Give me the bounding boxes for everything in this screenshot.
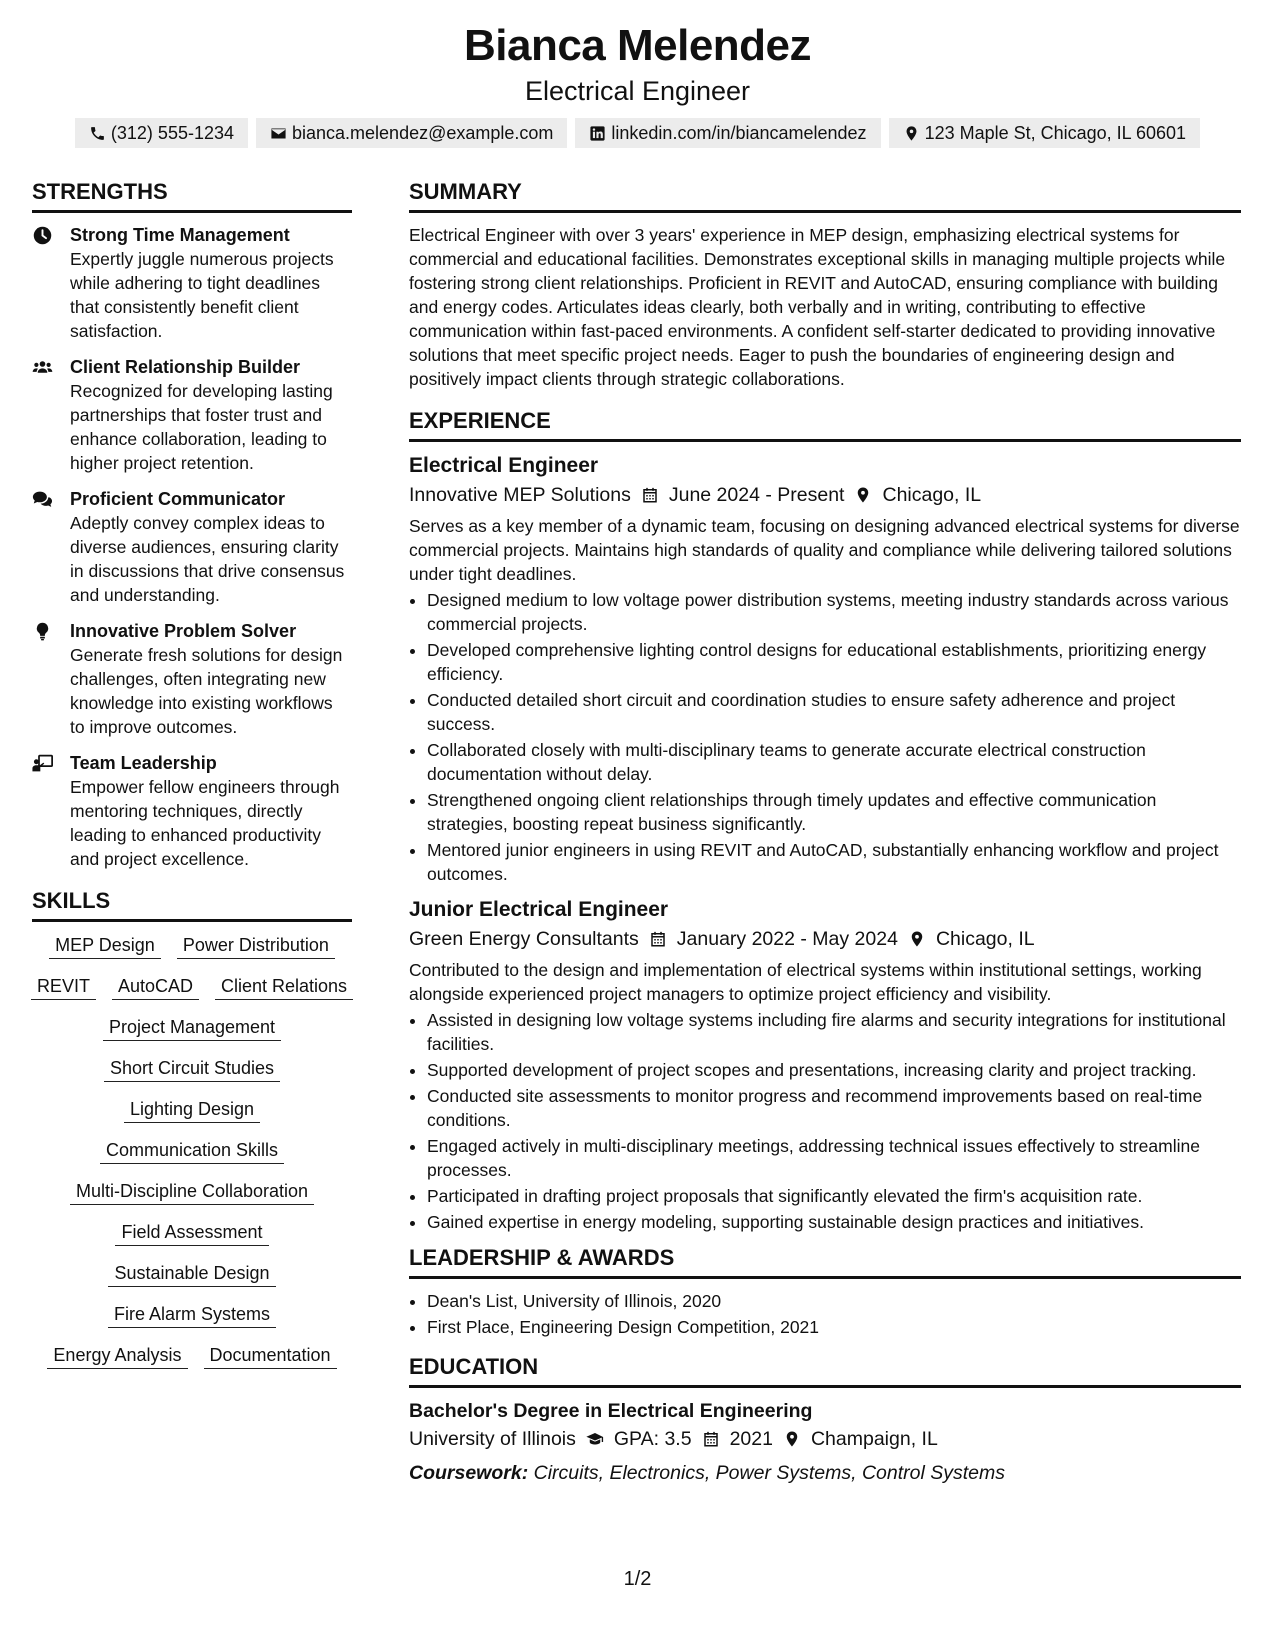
job-bullets (409, 588, 1241, 886)
skill-tag: Sustainable Design (108, 1260, 275, 1287)
education-meta (409, 1424, 1241, 1454)
summary-text: Electrical Engineer with over 3 years' experience in MEP design, emphasizing electrical systems for commercial and educational facilities. Demonstrates exceptional skills in managing multiple projects while fostering strong client relationships. Proficient in REVIT and AutoCAD, ensuring compliance with building and energy codes. Articulates ideas clearly, both verbally and in writing, contributing to effective communication within fast-paced environments. A confident self-starter dedicated to providing innovative solutions that meet specific project needs. Eager to push the boundaries of engineering design and positively impact clients through strategic collaborations. (409, 225, 1226, 389)
strength-desc: Generate fresh solutions for design challenges, often integrating new knowledge into existing workflows to improve outcomes. (70, 645, 343, 737)
strengths-heading: STRENGTHS (32, 178, 352, 213)
experience-heading: EXPERIENCE (409, 407, 1241, 442)
skill-tag: Project Management (103, 1014, 281, 1041)
comments-icon (32, 489, 53, 510)
award-item: • Dean's List, University of Illinois, 2020 (427, 1289, 1241, 1313)
resume-header (0, 0, 1275, 148)
teacher-icon (32, 753, 53, 774)
job-location: Chicago, IL (882, 484, 982, 506)
coursework (409, 1458, 1241, 1488)
degree-title: Bachelor's Degree in Electrical Engineering (409, 1400, 813, 1422)
strength-title: Client Relationship Builder (70, 357, 301, 377)
job-title: Electrical Engineer (409, 454, 599, 477)
skill-tag: Short Circuit Studies (104, 1055, 280, 1082)
skill-tag: Power Distribution (177, 932, 335, 959)
job-bullet: • Engaged actively in multi-disciplinary meetings, addressing technical issues effectively to streamline processes. (427, 1134, 1241, 1182)
award-item: • First Place, Engineering Design Competition, 2021 (427, 1315, 1241, 1339)
phone-text: (312) 555-1234 (110, 123, 234, 143)
contact-address (889, 118, 1201, 148)
candidate-name: Bianca Melendez (463, 21, 812, 70)
job-bullet: • Designed medium to low voltage power distribution systems, meeting industry standards across various commercial projects. (427, 588, 1241, 636)
skill-tag: Communication Skills (100, 1137, 284, 1164)
linkedin-icon (589, 125, 606, 142)
strength-desc: Empower fellow engineers through mentoring techniques, directly leading to enhanced productivity and project excellence. (70, 777, 340, 869)
job-bullet: • Developed comprehensive lighting control designs for educational establishments, prioritizing energy efficiency. (427, 638, 1241, 686)
job-bullet: • Strengthened ongoing client relationships through timely updates and effective communication strategies, boosting repeat business significantly. (427, 788, 1241, 836)
job-location: Chicago, IL (935, 928, 1035, 950)
lightbulb-icon (32, 621, 53, 642)
calendar-icon (702, 1430, 720, 1448)
envelope-icon (270, 125, 287, 142)
strength-item (32, 619, 352, 739)
skill-tag: MEP Design (49, 932, 161, 959)
job-bullet: • Assisted in designing low voltage systems including fire alarms and security integrations for institutional facilities. (427, 1008, 1241, 1056)
strength-title: Team Leadership (70, 753, 217, 773)
phone-icon (89, 125, 106, 142)
job-bullet: • Supported development of project scopes and presentations, increasing clarity and project tracking. (427, 1058, 1241, 1082)
job-description: Contributed to the design and implementation of electrical systems within institutional settings, working alongside experienced project managers to optimize project efficiency and visibility. (409, 960, 1202, 1004)
right-column (409, 178, 1241, 1488)
skill-tag: Client Relations (215, 973, 353, 1000)
skill-tag: Documentation (204, 1342, 337, 1369)
contact-email[interactable] (256, 118, 567, 148)
page-number: 1/2 (623, 1568, 652, 1590)
job-description: Serves as a key member of a dynamic team, focusing on designing advanced electrical systems for diverse commercial projects. Maintains high standards of quality and compliance while delivering tailored solutions under tight deadlines. (409, 516, 1240, 584)
skills-list (32, 932, 352, 1369)
map-marker-icon (903, 125, 920, 142)
job-bullet: • Conducted site assessments to monitor progress and recommend improvements based on real-time conditions. (427, 1084, 1241, 1132)
left-column (32, 178, 352, 1488)
strength-item (32, 751, 352, 871)
job-bullet: • Collaborated closely with multi-disciplinary teams to generate accurate electrical construction documentation without delay. (427, 738, 1241, 786)
strength-title: Innovative Problem Solver (70, 621, 297, 641)
school-location: Champaign, IL (810, 1428, 938, 1450)
strength-desc: Recognized for developing lasting partnerships that foster trust and enhance collaboration, leading to higher project retention. (70, 381, 333, 473)
job-bullet: • Conducted detailed short circuit and coordination studies to ensure safety adherence and project success. (427, 688, 1241, 736)
linkedin-text: linkedin.com/in/biancamelendez (611, 123, 867, 143)
job-entry (409, 896, 1241, 1234)
graduation-year: 2021 (729, 1428, 773, 1450)
job-bullet: • Mentored junior engineers in using REVIT and AutoCAD, substantially enhancing workflow and project outcomes. (427, 838, 1241, 886)
job-bullet: • Participated in drafting project proposals that significantly elevated the firm's acquisition rate. (427, 1184, 1241, 1208)
job-title: Junior Electrical Engineer (409, 898, 669, 921)
awards-list (409, 1289, 1241, 1339)
skill-tag: Lighting Design (124, 1096, 260, 1123)
skill-tag: REVIT (31, 973, 96, 1000)
job-entry (409, 452, 1241, 886)
job-bullets (409, 1008, 1241, 1234)
job-company: Green Energy Consultants (409, 928, 639, 950)
contact-bar (0, 118, 1275, 148)
job-dates: January 2022 - May 2024 (676, 928, 898, 950)
strength-item (32, 223, 352, 343)
coursework-text: Circuits, Electronics, Power Systems, Control Systems (533, 1462, 1005, 1484)
map-marker-icon (908, 930, 926, 948)
summary-heading: SUMMARY (409, 178, 1241, 213)
email-text: bianca.melendez@example.com (292, 123, 554, 143)
strength-item (32, 487, 352, 607)
strength-desc: Adeptly convey complex ideas to diverse audiences, ensuring clarity in discussions that drive consensus and understanding. (70, 513, 345, 605)
job-meta (409, 480, 1241, 510)
strength-title: Proficient Communicator (70, 489, 286, 509)
calendar-icon (641, 486, 659, 504)
strength-title: Strong Time Management (70, 225, 290, 245)
skill-tag: Fire Alarm Systems (108, 1301, 276, 1328)
address-text: 123 Maple St, Chicago, IL 60601 (924, 123, 1187, 143)
school-name: University of Illinois (409, 1428, 576, 1450)
clock-icon (32, 225, 53, 246)
gpa: GPA: 3.5 (613, 1428, 692, 1450)
awards-heading: LEADERSHIP & AWARDS (409, 1244, 1241, 1279)
contact-linkedin[interactable] (575, 118, 880, 148)
skill-tag: AutoCAD (112, 973, 199, 1000)
strength-item (32, 355, 352, 475)
job-meta (409, 924, 1241, 954)
job-dates: June 2024 - Present (668, 484, 845, 506)
contact-phone[interactable] (75, 118, 248, 148)
job-bullet: • Gained expertise in energy modeling, supporting sustainable design practices and initiatives. (427, 1210, 1241, 1234)
skills-heading: SKILLS (32, 887, 352, 922)
job-company: Innovative MEP Solutions (409, 484, 631, 506)
users-icon (32, 357, 53, 378)
skill-tag: Multi-Discipline Collaboration (70, 1178, 314, 1205)
calendar-icon (649, 930, 667, 948)
graduation-cap-icon (586, 1430, 604, 1448)
education-heading: EDUCATION (409, 1353, 1241, 1388)
coursework-label: Coursework: (409, 1462, 529, 1484)
candidate-title: Electrical Engineer (524, 76, 751, 106)
strength-desc: Expertly juggle numerous projects while adhering to tight deadlines that consistently benefit client satisfaction. (70, 249, 334, 341)
skill-tag: Field Assessment (115, 1219, 268, 1246)
map-marker-icon (783, 1430, 801, 1448)
map-marker-icon (854, 486, 872, 504)
skill-tag: Energy Analysis (47, 1342, 187, 1369)
